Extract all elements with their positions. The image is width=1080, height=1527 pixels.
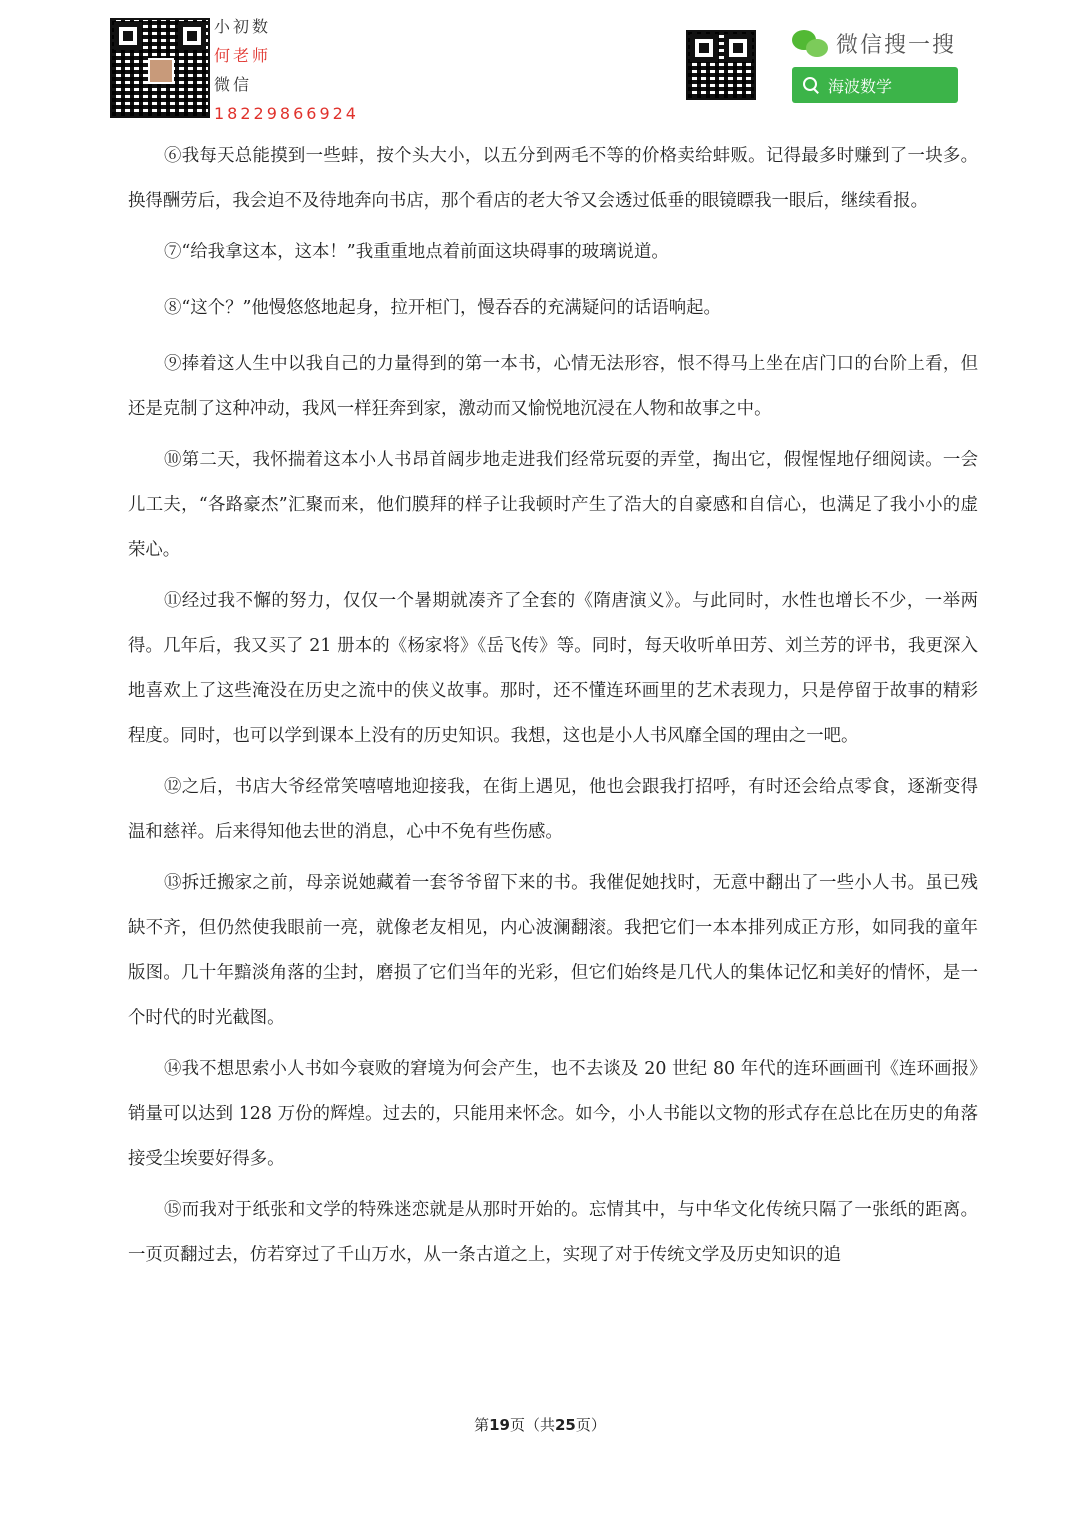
contact-line-2: 何老师 bbox=[214, 46, 272, 65]
search-button-label: 海波数学 bbox=[828, 76, 893, 96]
paragraph-15: ⑮而我对于纸张和文学的特殊迷恋就是从那时开始的。忘情其中，与中华文化传统只隔了一张纸的距离。一页页翻过去，仿若穿过了千山万水，从一条古道之上，实现了对于传统文学及历史知识的追 bbox=[128, 1200, 978, 1265]
contact-phone: 18229866924 bbox=[214, 104, 359, 123]
contact-line-1: 小初数 bbox=[214, 17, 272, 36]
page-footer bbox=[0, 1414, 1080, 1435]
wechat-search-title: 微信搜一搜 bbox=[836, 33, 957, 58]
paragraph-9: ⑨捧着这人生中以我自己的力量得到的第一本书，心情无法形容，恨不得马上坐在店门口的台阶上看，但还是克制了这种冲动，我风一样狂奔到家，激动而又愉悦地沉浸在人物和故事之中。 bbox=[128, 354, 978, 419]
paragraph-6: ⑥我每天总能摸到一些蚌，按个头大小，以五分到两毛不等的价格卖给蚌贩。记得最多时赚到了一块多。换得酬劳后，我会迫不及待地奔向书店，那个看店的老大爷又会透过低垂的眼镜瞟我一眼后，继续看报。 bbox=[128, 146, 978, 211]
footer-mid: 页（共 bbox=[509, 1416, 555, 1434]
qr-code-left bbox=[110, 18, 210, 118]
page-header bbox=[0, 0, 1080, 125]
contact-info bbox=[214, 12, 359, 128]
qr-code-right bbox=[686, 30, 756, 100]
paragraph-8: ⑧“这个？”他慢悠悠地起身，拉开柜门，慢吞吞的充满疑问的话语响起。 bbox=[164, 298, 721, 318]
avatar bbox=[148, 58, 174, 84]
paragraph-14: ⑭我不想思索小人书如今衰败的窘境为何会产生，也不去谈及 20 世纪 80 年代的连环画画刊《连环画报》销量可以达到 128 万份的辉煌。过去的，只能用来怀念。如今，小人书能以文物的形式存在总比在历史的角落接受尘埃要好得多。 bbox=[128, 1059, 978, 1169]
paragraph-10: ⑩第二天，我怀揣着这本小人书昂首阔步地走进我们经常玩耍的弄堂，掏出它，假惺惺地仔细阅读。一会儿工夫，“各路豪杰”汇聚而来，他们膜拜的样子让我顿时产生了浩大的自豪感和自信心，也满足了我小小的虚荣心。 bbox=[128, 450, 978, 560]
wechat-icon bbox=[792, 30, 828, 58]
current-page-number: 19 bbox=[489, 1416, 510, 1434]
footer-prefix: 第 bbox=[474, 1416, 490, 1434]
wechat-search-widget bbox=[792, 28, 958, 103]
total-page-number: 25 bbox=[555, 1416, 576, 1434]
search-button[interactable] bbox=[792, 67, 958, 103]
contact-line-3: 微信 bbox=[214, 75, 253, 94]
search-icon bbox=[802, 76, 820, 94]
paragraph-7: ⑦“给我拿这本，这本！”我重重地点着前面这块碍事的玻璃说道。 bbox=[164, 242, 669, 262]
paragraph-11: ⑪经过我不懈的努力，仅仅一个暑期就凑齐了全套的《隋唐演义》。与此同时，水性也增长不少，一举两得。几年后，我又买了 21 册本的《杨家将》《岳飞传》等。同时，每天收听单田芳、刘兰芳的评书，我更深入地喜欢上了这些淹没在历史之流中的侠义故事。那时，还不懂连环画里的艺术表现力，只是停留于故事的精彩程度。同时，也可以学到课本上没有的历史知识。我想，这也是小人书风靡全国的理由之一吧。 bbox=[128, 591, 978, 746]
article-body bbox=[128, 134, 978, 1284]
paragraph-12: ⑫之后，书店大爷经常笑嘻嘻地迎接我，在街上遇见，他也会跟我打招呼，有时还会给点零食，逐渐变得温和慈祥。后来得知他去世的消息，心中不免有些伤感。 bbox=[128, 777, 978, 842]
footer-suffix: 页） bbox=[575, 1416, 606, 1434]
paragraph-13: ⑬拆迁搬家之前，母亲说她藏着一套爷爷留下来的书。我催促她找时，无意中翻出了一些小人书。虽已残缺不齐，但仍然使我眼前一亮，就像老友相见，内心波澜翻滚。我把它们一本本排列成正方形，如同我的童年版图。几十年黯淡角落的尘封，磨损了它们当年的光彩，但它们始终是几代人的集体记忆和美好的情怀，是一个时代的时光截图。 bbox=[128, 873, 978, 1028]
